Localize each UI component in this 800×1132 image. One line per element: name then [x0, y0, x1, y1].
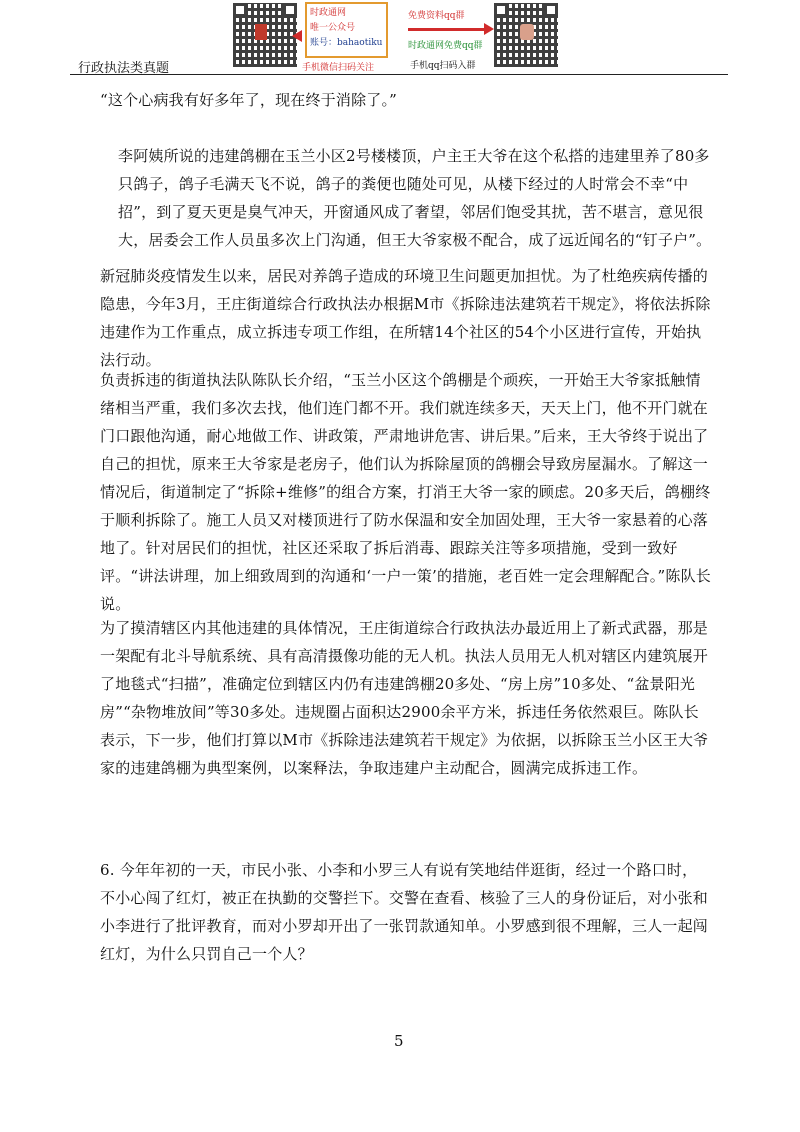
qq-group-title: 免费资料qq群	[408, 11, 465, 21]
page-number: 5	[394, 1032, 404, 1050]
promo-line-2: 唯一公众号	[310, 23, 356, 33]
paragraph-captain-interview: 负责拆违的街道执法队陈队长介绍，“玉兰小区这个鸽棚是个顽疾，一开始王大爷家抵触情绪相当严重，我们多次去找，他们连门都不开。我们就连续多天，天天上门，他不开门就在门口跟他沟通，耐心地做工作、讲政策，严肃地讲危害、讲后果。”后来，王大爷终于说出了自己的担忧，原来王大爷家是老房子，他们认为拆除屋顶的鸽棚会导致房屋漏水。了解这一情况后，街道制定了“拆除+维修”的组合方案，打消王大爷一家的顾虑。20多天后，鸽棚终于顺利拆除了。施工人员又对楼顶进行了防水保温和安全加固处理，王大爷一家悬着的心落地了。针对居民们的担忧，社区还采取了拆后消毒、跟踪关注等多项措施，受到一致好评。“讲法讲理，加上细致周到的沟通和‘一户一策’的措施，老百姓一定会理解配合。”陈队长说。	[100, 371, 711, 613]
paragraph-quote: “这个心病我有好多年了，现在终于消除了。”	[100, 91, 398, 109]
promo-box	[305, 2, 388, 58]
brand-logo-icon	[255, 24, 267, 40]
qq-group-subtitle: 时政通网免费qq群	[408, 41, 483, 51]
arrow-left-icon	[292, 30, 302, 42]
avatar-icon	[520, 24, 534, 40]
paragraph-pigeon-coop: 李阿姨所说的违建鸽棚在玉兰小区2号楼楼顶，户主王大爷在这个私搭的违建里养了80多只鸽子，鸽子毛满天飞不说，鸽子的粪便也随处可见，从楼下经过的人时常会不幸“中招”，到了夏天更是臭气冲天，开窗通风成了奢望，邻居们饱受其扰，苦不堪言，意见很大，居委会工作人员虽多次上门沟通，但王大爷家极不配合，成了远近闻名的“钉子户”。	[118, 147, 712, 249]
promo-line-3: 账号：bahaotiku	[310, 38, 383, 48]
question-6: 6. 今年年初的一天，市民小张、小李和小罗三人有说有笑地结伴逛街，经过一个路口时，不小心闯了红灯，被正在执勤的交警拦下。交警在查看、核验了三人的身份证后，对小张和小李进行了批评教育，而对小罗却开出了一张罚款通知单。小罗感到很不理解，三人一起闯红灯，为什么只罚自己一个人？	[100, 861, 709, 963]
paragraph-epidemic-action: 新冠肺炎疫情发生以来，居民对养鸽子造成的环境卫生问题更加担忧。为了杜绝疾病传播的隐患，今年3月，王庄街道综合行政执法办根据M市《拆除违法建筑若干规定》，将依法拆除违建作为工作重点，成立拆违专项工作组，在所辖14个社区的54个小区进行宣传，开始执法行动。	[100, 267, 711, 369]
arrow-right-icon	[408, 28, 486, 31]
paragraph-drone-survey: 为了摸清辖区内其他违建的具体情况，王庄街道综合行政执法办最近用上了新式武器，那是一架配有北斗导航系统、具有高清摄像功能的无人机。执法人员用无人机对辖区内建筑展开了地毯式“扫描”，准确定位到辖区内仍有违建鸽棚20多处、“房上房”10多处、“盆景阳光房”“杂物堆放间”等30多处。违规圈占面积达2900余平方米，拆违任务依然艰巨。陈队长表示，下一步，他们打算以M市《拆除违法建筑若干规定》为依据，以拆除玉兰小区王大爷家的违建鸽棚为典型案例，以案释法，争取违建户主动配合，圆满完成拆违工作。	[100, 619, 709, 777]
wechat-scan-caption: 手机微信扫码关注	[302, 63, 375, 73]
promo-line-1: 时政通网	[310, 8, 347, 18]
document-category-title: 行政执法类真题	[78, 61, 170, 76]
qq-scan-caption: 手机qq扫码入群	[410, 61, 476, 71]
header-divider	[70, 74, 728, 75]
